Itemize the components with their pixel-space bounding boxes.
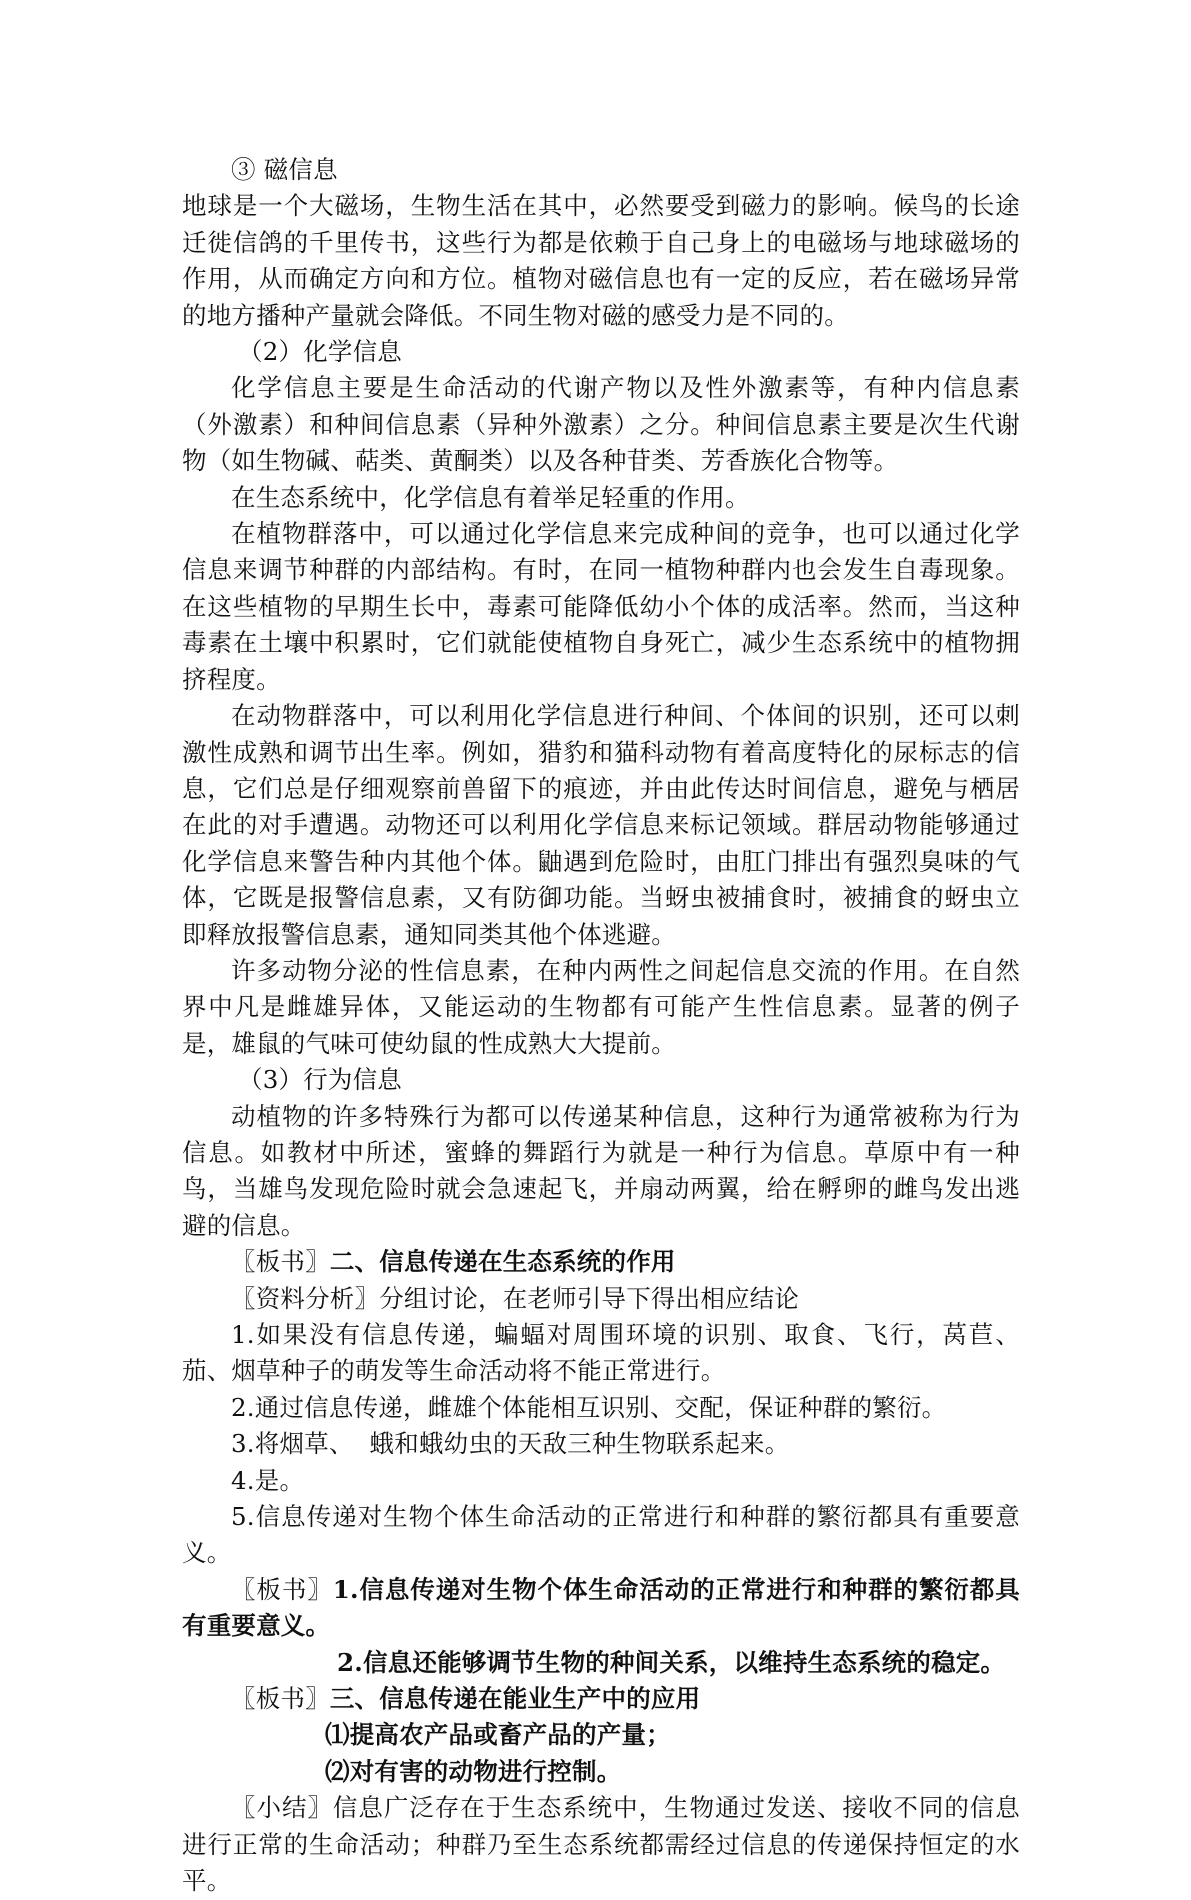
- board-title-section-three: 三、信息传递在能业生产中的应用: [329, 1684, 701, 1714]
- analysis-item-4: 4.是。: [231, 1465, 305, 1495]
- board-application-2: ⑵对有害的动物进行控制。: [325, 1756, 622, 1786]
- summary-paragraph: [182, 1790, 1020, 1899]
- analysis-item-3: 3.将烟草、 蛾和蛾幼虫的天敌三种生物联系起来。: [231, 1429, 790, 1459]
- board-prefix: 〖板书〗: [231, 1247, 330, 1277]
- board-note-conclusions: [182, 1572, 1020, 1645]
- board-prefix: 〖板书〗: [231, 1574, 333, 1604]
- heading-chemical-info: （2）化学信息: [238, 337, 402, 367]
- paragraph-chemical-definition: 化学信息主要是生命活动的代谢产物以及性外激素等，有种内信息素（外激素）和种间信息素（异种外激素）之分。种间信息素主要是次生代谢物（如生物碱、萜类、黄酮类）以及各种苷类、芳香族化合物等。: [182, 373, 1020, 476]
- paragraph-sex-pheromone: 许多动物分泌的性信息素，在种内两性之间起信息交流的作用。在自然界中凡是雌雄异体，又能运动的生物都有可能产生性信息素。显著的例子是，雄鼠的气味可使幼鼠的性成熟大大提前。: [182, 955, 1020, 1058]
- paragraph-chemical-role: 在生态系统中，化学信息有着举足轻重的作用。: [231, 482, 750, 512]
- document-page: [182, 152, 1020, 1900]
- analysis-intro: [182, 1281, 1020, 1317]
- analysis-prefix: 〖资料分析〗: [231, 1283, 380, 1313]
- board-conclusion-2: 2.信息还能够调节生物的种间关系，以维持生态系统的稳定。: [337, 1647, 1006, 1677]
- board-title-section-two: 二、信息传递在生态系统的作用: [329, 1247, 676, 1277]
- board-prefix: 〖板书〗: [231, 1684, 330, 1714]
- heading-behavior-info: （3）行为信息: [238, 1065, 402, 1095]
- analysis-item-1: 1.如果没有信息传递，蝙蝠对周围环境的识别、取食、飞行，莴苣、茄、烟草种子的萌发等生命活动将不能正常进行。: [182, 1320, 1020, 1386]
- board-note-section-two: [182, 1244, 1020, 1280]
- analysis-text: 分组讨论，在老师引导下得出相应结论: [379, 1283, 800, 1313]
- board-conclusion-1: 1.信息传递对生物个体生命活动的正常进行和种群的繁衍都具有重要意义。: [182, 1574, 1020, 1641]
- heading-magnetic-info: ③ 磁信息: [231, 155, 338, 184]
- analysis-item-5: 5.信息传递对生物个体生命活动的正常进行和种群的繁衍都具有重要意义。: [182, 1502, 1020, 1568]
- paragraph-behavior-info: 动植物的许多特殊行为都可以传递某种信息，这种行为通常被称为行为信息。如教材中所述，蜜蜂的舞蹈行为就是一种行为信息。草原中有一种鸟，当雄鸟发现危险时就会急速起飞，并扇动两翼，给在孵卵的雌鸟发出逃避的信息。: [182, 1101, 1020, 1240]
- paragraph-animal-community: 在动物群落中，可以利用化学信息进行种间、个体间的识别，还可以刺激性成熟和调节出生率。例如，猎豹和猫科动物有着高度特化的尿标志的信息，它们总是仔细观察前兽留下的痕迹，并由此传达时间信息，避免与栖居在此的对手遭遇。动物还可以利用化学信息来标记领域。群居动物能够通过化学信息来警告种内其他个体。鼬遇到危险时，由肛门排出有强烈臭味的气体，它既是报警信息素，又有防御功能。当蚜虫被捕食时，被捕食的蚜虫立即释放报警信息素，通知同类其他个体逃避。: [182, 701, 1020, 949]
- summary-prefix: 〖小结〗: [231, 1793, 333, 1823]
- board-note-section-three: [182, 1681, 1020, 1717]
- paragraph-magnetic-info: 地球是一个大磁场，生物生活在其中，必然要受到磁力的影响。候鸟的长途迁徙信鸽的千里传书，这些行为都是依赖于自己身上的电磁场与地球磁场的作用，从而确定方向和方位。植物对磁信息也有一定的反应，若在磁场异常的地方播种产量就会降低。不同生物对磁的感受力是不同的。: [182, 191, 1020, 330]
- board-application-1: ⑴提高农产品或畜产品的产量；: [325, 1720, 671, 1750]
- summary-text: 信息广泛存在于生态系统中，生物通过发送、接收不同的信息进行正常的生命活动；种群乃至生态系统都需经过信息的传递保持恒定的水平。: [182, 1793, 1020, 1896]
- analysis-item-2: 2.通过信息传递，雌雄个体能相互识别、交配，保证种群的繁衍。: [231, 1392, 947, 1422]
- paragraph-plant-community: 在植物群落中，可以通过化学信息来完成种间的竞争，也可以通过化学信息来调节种群的内部结构。有时，在同一植物种群内也会发生自毒现象。在这些植物的早期生长中，毒素可能降低幼小个体的成活率。然而，当这种毒素在土壤中积累时，它们就能使植物自身死亡，减少生态系统中的植物拥挤程度。: [182, 519, 1020, 694]
